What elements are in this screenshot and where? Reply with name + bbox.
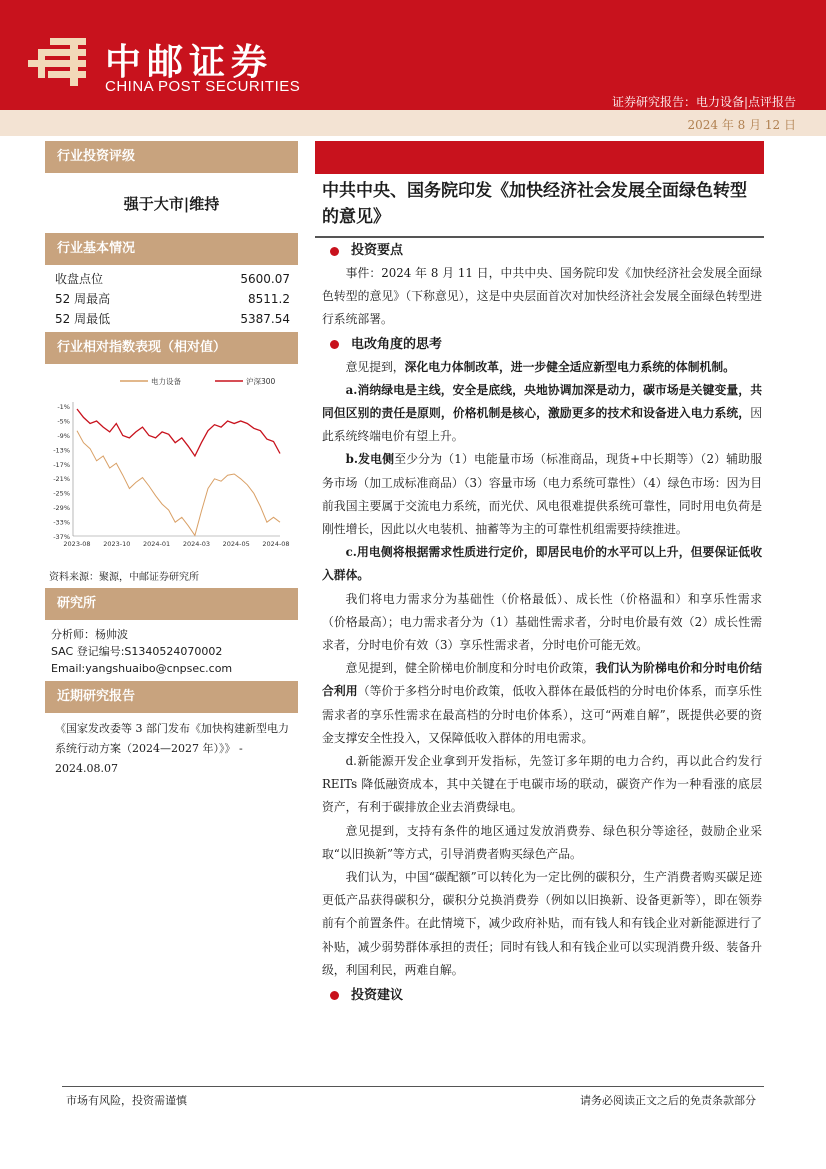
info-value: 8511.2 [248, 292, 290, 306]
x-tick-label: 2024-03 [182, 540, 210, 548]
y-tick-label: -33% [53, 518, 70, 527]
y-tick-label: -21% [53, 475, 70, 484]
y-tick-label: -5% [57, 417, 70, 426]
analyst-sac: SAC 登记编号:S1340524070002 [51, 645, 223, 658]
report-type: 证券研究报告：电力设备|点评报告 [611, 95, 796, 109]
y-tick-label: -37% [53, 533, 70, 541]
section-heading-reform [322, 334, 762, 356]
paragraph-c: c.用电侧将根据需求性质进行定价，即居民电价的水平可以上升，但要保证低收入群体。 [322, 545, 762, 583]
china-post-logo-icon [28, 38, 98, 86]
paragraph-reform [322, 356, 762, 379]
paragraph-event: 事件：2024 年 8 月 11 日，中共中央、国务院印发《加快经济社会发展全面绿色转型的意见》（下称意见），这是中央层面首次对加快经济社会发展全面绿色转型进行系统部署。 [322, 266, 762, 327]
bold-text: b.发电侧 [345, 452, 395, 467]
report-date: 2024 年 8 月 12 日 [687, 118, 796, 132]
brand-name-cn: 中邮证券 [105, 42, 274, 83]
paragraph-demand: 我们将电力需求分为基础性（价格最低）、成长性（价格温和）和享乐性需求（价格最高）；电力需求者分为（1）基础性需求者，分时电价最有效（2）成长性需求者，分时电价有效（3）享乐性需求者，分时电价可能无效。 [322, 591, 762, 653]
basic-info-row [45, 289, 298, 309]
chart-source: 资料来源：聚源，中邮证券研究所 [49, 572, 199, 583]
y-tick-label: -9% [57, 431, 70, 440]
footer-disclaimer: 请务必阅读正文之后的免责条款部分 [580, 1094, 756, 1107]
bold-text: 深化电力体制改革，进一步健全适应新型电力系统的体制机制。 [404, 359, 735, 374]
analyst-info [45, 620, 298, 681]
section-heading-advice [322, 984, 762, 1006]
bold-text: 我们认为阶梯电价和分时电价结合利用 [322, 661, 762, 699]
info-key: 52 周最高 [55, 292, 111, 306]
sidebar [45, 141, 298, 779]
y-tick-label: -17% [53, 460, 70, 469]
info-value: 5600.07 [240, 272, 290, 286]
text-run: 至少分为（1）电能量市场（标准商品，现货+中长期等）（2）辅助服务市场（加工成标准商品）（3）容量市场（电力系统可靠性）（4）绿色市场：因为目前我国主要属于交流电力系统，而光伏、风电很难提供系统可靠性，同时用电负荷是刚性增长，因此以火电装机、抽蓄等为主的可靠性机组需要持续推进。 [322, 452, 762, 537]
bullet-icon [330, 991, 339, 1000]
recent-reports-heading: 近期研究报告 [45, 681, 298, 713]
heading-text: 投资要点 [351, 243, 404, 259]
basic-info-row [45, 269, 298, 289]
legend-label: 电力设备 [151, 377, 181, 386]
series-line-power-equipment [77, 431, 280, 536]
chart-heading: 行业相对指数表现（相对值） [45, 332, 298, 364]
brand-name-en: CHINA POST SECURITIES [105, 78, 301, 95]
recent-report-item[interactable]: 《国家发改委等 3 部门发布《加快构建新型电力系统行动方案（2024—2027 年）》》 - 2024.08.07 [55, 722, 289, 775]
x-tick-label: 2024-05 [222, 540, 250, 548]
x-tick-label: 2023-10 [103, 540, 131, 548]
info-key: 52 周最低 [55, 312, 111, 326]
paragraph-carbon: 我们认为，中国“碳配额”可以转化为一定比例的碳积分，生产消费者购买碳足迹更低产品获得碳积分，碳积分兑换消费券（例如以旧换新、设备更新等），即在领券前有个前置条件。在此情境下，减少政府补贴，而有钱人和有钱企业对新能源进行了补贴，减少弱势群体承担的责任；同时有钱人和有钱企业可以实现消费升级、装备升级，利国利民，两难自解。 [322, 870, 762, 977]
paragraph-consumption: 意见提到，支持有条件的地区通过发放消费券、绿色积分等途径，鼓励企业采取“以旧换新”等方式，引导消费者购买绿色产品。 [322, 823, 762, 861]
analyst-email[interactable]: Email:yangshuaibo@cnpsec.com [51, 662, 233, 675]
bold-text: a.消纳绿电是主线，安全是底线，央地协调加深是动力，碳市场是关键变量，共同但区别的责任是原则，价格机制是核心，激励更多的技术和设备进入电力系统， [322, 382, 762, 421]
basic-info-heading: 行业基本情况 [45, 233, 298, 265]
line-chart-svg [45, 364, 298, 564]
industry-rating: 强于大市|维持 [123, 195, 220, 213]
section-heading-invest [322, 240, 762, 262]
rating-heading: 行业投资评级 [45, 141, 298, 173]
text-run: （等价于多档分时电价政策，低收入群体在最低档的分时电价体系，而享乐性需求者的享乐性需求在最高档的分时电价体系），这可“两难自解”，既提供必要的资金支撑安全性投入，又保障低收入群体的用电需求。 [322, 684, 762, 745]
paragraph-d: d.新能源开发企业拿到开发指标，先签订多年期的电力合约，再以此合约发行 REITs 降低融资成本，其中关键在于电碳市场的联动，碳资产作为一种看涨的底层资产，有利于碳排放企业去消费绿电。 [322, 754, 762, 815]
relative-index-chart [45, 364, 298, 564]
analyst-name: 分析师：杨帅波 [51, 628, 128, 641]
heading-text: 投资建议 [351, 987, 404, 1003]
y-tick-label: -25% [53, 489, 70, 498]
series-line-hs300 [77, 409, 280, 456]
research-heading: 研究所 [45, 588, 298, 620]
x-tick-label: 2024-01 [143, 540, 171, 548]
title-bar [315, 141, 764, 174]
info-key: 收盘点位 [55, 272, 104, 286]
paragraph-b [322, 448, 762, 541]
paragraph-tiered-price [322, 657, 762, 750]
paragraph-a [322, 379, 762, 449]
footer-risk-note: 市场有风险，投资需谨慎 [66, 1094, 187, 1107]
y-tick-label: -29% [53, 504, 70, 513]
report-header [0, 0, 826, 110]
main-content [322, 238, 762, 1006]
x-tick-label: 2024-08 [262, 540, 290, 548]
text-run: 因此系统终端电价有望上升。 [322, 406, 762, 444]
legend-label: 沪深300 [246, 377, 276, 386]
bullet-icon [330, 340, 339, 349]
text-run: 意见提到， [345, 359, 405, 374]
y-tick-label: -13% [53, 446, 70, 455]
bullet-icon [330, 247, 339, 256]
date-bar [0, 110, 826, 136]
text-run: 意见提到，健全阶梯电价制度和分时电价政策， [345, 661, 596, 676]
footer-divider [62, 1086, 764, 1087]
basic-info-list [45, 265, 298, 332]
report-title: 中共中央、国务院印发《加快经济社会发展全面绿色转型的意见》 [322, 181, 747, 227]
x-tick-label: 2023-08 [63, 540, 91, 548]
basic-info-row [45, 309, 298, 329]
y-tick-label: -1% [57, 403, 70, 411]
info-value: 5387.54 [240, 312, 290, 326]
heading-text: 电改角度的思考 [351, 337, 443, 353]
